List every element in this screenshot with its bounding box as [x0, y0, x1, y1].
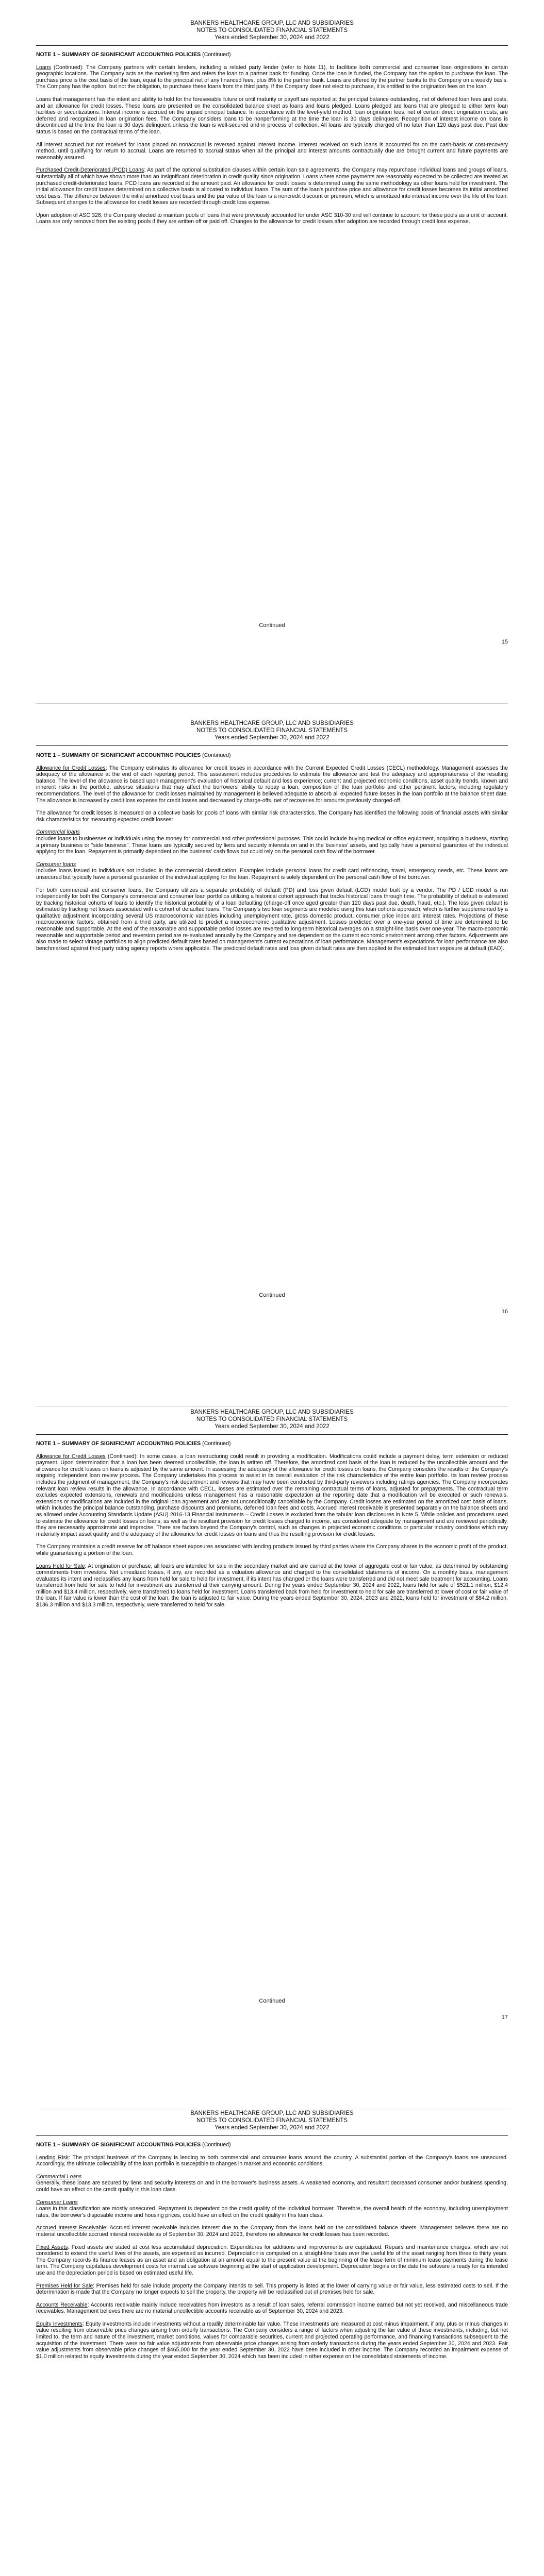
page-number: 16: [501, 1309, 508, 1315]
page-number: 15: [501, 639, 508, 645]
page-16: [0, 703, 544, 1406]
paragraph-fixed-assets: Fixed Assets: Fixed assets are stated at cost less accumulated depreciation. Expenditures for additions and improvements are capitalized. Repairs and maintenance charges, which are not considered to extend the useful lives of the assets, are expensed as incurred. Depreciation is computed on a straight-line basis over the useful life of the asset ranging from three to thirty years. The Company records its finance leases as an asset and an obligation at an amount equal to the present value at the beginning of the lease term of minimum lease payments during the lease term. The Company capitalizes development costs for internal use software beginning at the start of application development. Depreciation begins on the date the software is ready for its intended use and the depreciation period is based on estimated useful life.: [36, 2244, 508, 2276]
paragraph-accrued-interest: Accrued Interest Receivable: Accrued interest receivable includes interest due to the Company from the loans held on the consolidated balance sheets. Management believes there are no material uncollectible accrued interest receivable as of September 30, 2024 and 2023, therefore no allowance for credit losses has been recorded.: [36, 2225, 508, 2238]
header-rule: [36, 745, 508, 746]
page-header: [0, 720, 544, 741]
header-period: Years ended September 30, 2024 and 2022: [215, 2125, 329, 2131]
header-rule: [36, 1434, 508, 1435]
paragraph: The allowance for credit losses is measured on a collective basis for pools of loans with similar risk characteristics. The Company has identified the following pools of financial assets with similar risk characteristics for measuring expected credit losses:: [36, 810, 508, 823]
header-period: Years ended September 30, 2024 and 2022: [215, 35, 329, 41]
page-15: [0, 0, 544, 703]
paragraph-loans-held-for-sale: Loans Held for Sale: At origination or purchase, all loans are intended for sale in the secondary market and are carried at the lower of aggregate cost or fair value, as determined by outstanding commitments from investors. Net unrealized losses, if any, are recorded as a valuation allowance and charged to the consolidated statements of income. On a monthly basis, management evaluates its intent and reclassifies any loans from held for sale to held for investment, if its intent has changed or the loans were transferred and did not meet sale treatment for accounting. Loans transferred from held for sale to held for investment are transferred at their carrying amount. During the years ended September 30, 2024 and 2022, loans held for sale of $521.1 million, $12.4 million and $13.4 million, respectively, were transferred to loans held for investment. Loans transferred back from held for investment to held for sale are transferred at lower of cost or fair value of the loan. If fair value is lower than the cost of the loan, the loan is adjusted to fair value. During the years ended September 30, 2024, 2023 and 2022, loans held for investment of $84.2 million, $136.3 million and $13.3 million, respectively, were transferred to held for sale.: [36, 1563, 508, 1608]
continued-label: Continued: [259, 1292, 285, 1298]
header-period: Years ended September 30, 2024 and 2022: [215, 1423, 329, 1430]
paragraph-loans: Loans (Continued): The Company partners with certain lenders, including a related party lender (refer to Note 11), to facilitate both commercial and consumer loan originations in certain geographic locations. The Company acts as the marketing firm and refers the loan to a partner bank for funding. Once the loan is funded, the Company has the option to purchase the loan. The purchase price is the cost basis of the loan, equal to the principal net of any financed fees, plus 8% to the partner bank. Loans are offered by the partner banks to the Company on a weekly basis. The Company has the option, but not the obligation, to purchase these loans from the third party. If the Company does not elect to purchase, it is entitled to the origination fees on the loan.: [36, 64, 508, 90]
paragraph: Upon adoption of ASC 326, the Company elected to maintain pools of loans that were previously accounted for under ASC 310-30 and will continue to account for these pools as a unit of account. Loans are only removed from the existing pools if they are written off or paid off. Changes to the allowance for credit losses after adoption are recorded through credit loss expense.: [36, 212, 508, 225]
paragraph-commercial-loans: Commercial Loans Generally, these loans are secured by liens and security interests on and in the borrower's business assets. A weakened economy, and resultant decreased consumer and/or business spending, could have an effect on the credit quality in this loan class.: [36, 2173, 508, 2193]
page-body: [36, 1440, 508, 1615]
paragraph-consumer-loans: Consumer Loans Loans in this classification are mostly unsecured. Repayment is dependent on the credit quality of the individual borrower. Therefore, the overall health of the economy, including unemployment rates, the borrower's disposable income and housing prices, could have an effect on the credit quality in this loan class.: [36, 2199, 508, 2218]
header-subtitle: NOTES TO CONSOLIDATED FINANCIAL STATEMENTS: [196, 727, 348, 734]
paragraph: All interest accrued but not received for loans placed on nonaccrual is reversed against interest income. Interest received on such loans is accounted for on the cash-basis or cost-recovery method, until qualifying for return to accrual. Loans are returned to accrual status when all the principal and interest amounts contractually due are brought current and future payments are reasonably assured.: [36, 141, 508, 161]
paragraph-consumer-loans: Consumer loans Includes loans issued to individuals not included in the commercial classification. Examples include personal loans for credit card refinancing, travel, emergency needs, etc. These loans are unsecured but typically have a personal guarantee of the individual applying for the loan. Repayment is solely dependent on the personal cash flow of the borrower.: [36, 861, 508, 880]
paragraph-lending-risk: Lending Risk: The principal business of the Company is lending to both commercial and consumer loans around the country. A substantial portion of the Company's loans are unsecured. Accordingly, the ultimate collectability of the loan portfolio is susceptible to changes in market and economic conditions.: [36, 2154, 508, 2167]
header-period: Years ended September 30, 2024 and 2022: [215, 735, 329, 741]
company-name: BANKERS HEALTHCARE GROUP, LLC AND SUBSIDIARIES: [190, 2110, 354, 2116]
page-18: [0, 2110, 544, 2576]
paragraph-commercial-loans: Commercial loans Includes loans to businesses or individuals using the money for commercial and other professional purposes. This could include buying medical or office equipment, acquiring a business, starting a primary business or "side business". These loans are typically secured by liens and security interests on and in the business' assets, and typically have a personal guarantee of the individual applying for the loan. Repayment is primarily dependent on the business' cash flows but could rely on the personal cash flow of the borrower.: [36, 829, 508, 855]
company-name: BANKERS HEALTHCARE GROUP, LLC AND SUBSIDIARIES: [190, 720, 354, 726]
continued-label: Continued: [259, 1998, 285, 2004]
header-subtitle: NOTES TO CONSOLIDATED FINANCIAL STATEMENTS: [196, 1416, 348, 1422]
note-title: NOTE 1 – SUMMARY OF SIGNIFICANT ACCOUNTING POLICIES (Continued): [36, 752, 231, 758]
page-body: [36, 752, 508, 958]
page-header: [0, 20, 544, 41]
page-17: [0, 1406, 544, 2110]
paragraph-allowance-continued: Allowance for Credit Losses (Continued): In some cases, a loan restructuring could result in providing a modification. Modifications could include a payment delay, term extension or reduced payment. Upon determination that a loan has been deemed uncollectible, the loan is written off. Therefore, the amortized cost basis of the loan is reduced by the uncollectible amount and the allowance for credit losses on loans is adjusted by the same amount. In assessing the adequacy of the allowance for credit losses on loans, the Company considers the results of the Company's ongoing independent loan review process. The Company undertakes this process to assist in its overall evaluation of the risk characteristics of the entire loan portfolio. Its loan review process includes the judgment of management, the Company's risk department and reviews that may have been conducted by third-party reviewers including ratings agencies. The Company incorporates relevant loan review results in the allowance. In accordance with CECL, losses are estimated over the remaining contractual terms of loans, adjusted for prepayments. The contractual term excludes expected extensions, renewals and modifications unless management has a reasonable expectation at the reporting date that a modification will be executed or such renewals, extensions or modifications are included in the original loan agreement and are not unconditionally cancellable by the Company. Credit losses are estimated on the amortized cost basis of loans, which includes the principal balance outstanding, purchase discounts and premiums, deferred loan fees and costs. Accrued interest receivable is presented separately on the balance sheets and as allowed under Accounting Standards Update (ASU) 2016-13 Financial Instruments – Credit Losses is excluded from the tabular loan disclosures in Note 5. While policies and procedures used to estimate the allowance for credit losses on loans, as well as the resultant provision for credit losses charged to income, are considered adequate by management and are reviewed periodically, they are necessarily approximate and imprecise. There are factors beyond the Company's control, such as changes in projected economic conditions or particular industry conditions which may materially impact asset quality and the adequacy of the allowance for credit losses on loans and thus the resulting provision for credit losses.: [36, 1453, 508, 1537]
page-number: 17: [501, 2014, 508, 2021]
header-subtitle: NOTES TO CONSOLIDATED FINANCIAL STATEMENTS: [196, 27, 348, 33]
paragraph: The Company maintains a credit reserve for off balance sheet exposures associated with lending products issued by third parties where the Company shares in the economic profit of the product, while guaranteeing a portion of the loan.: [36, 1544, 508, 1556]
page-body: [36, 2142, 508, 2366]
paragraph: For both commercial and consumer loans, the Company utilizes a separate probability of default (PD) and loss given default (LGD) model built by a vendor. The PD / LGD model is run independently for both the Company's commercial and consumer loan portfolios utilizing a historical cohort approach that tracks historical loans through time. The probability of default is estimated by tracking historical cohorts of loans to identify the historical probability of a loan defaulting (charge-off once aged greater than 120 days past due, death, fraud, etc.). The loss given default is estimated by tracking net losses associated with a cohort of defaulted loans. The Company's two loan segments are modeled using this loan cohorts approach, which is further supplemented by a qualitative adjustment incorporating several US macroeconomic variables including unemployment rate, gross domestic product, consumer price index and interest rates. Projections of these macroeconomic factors, obtained from a third party, are utilized to predict a macroeconomic qualitative adjustment. Losses predicted over a one-year period of time are determined to be reasonable and supportable. At the end of the reasonable and supportable period losses are reverted to long-term historical averages on a straight-line basis over one-year. The macro-economic reasonable and supportable period and reversion period are re-evaluated annually by the Company and are dependent on the current economic environment among other factors. Adjustments are also made to select vintage portfolios to align predicted default rates based on management's current expectations of loan performance. Management's expectations for loan performance are also benchmarked against third party rating agency reports where applicable. The predicted default rates and loss given default rates are then applied to the estimated loan exposure at default (EAD).: [36, 887, 508, 952]
page-header: [0, 2110, 544, 2131]
continued-label: Continued: [259, 622, 285, 629]
header-rule: [36, 45, 508, 46]
paragraph: Loans that management has the intent and ability to hold for the foreseeable future or until maturity or payoff are reported at the principal balance outstanding, net of deferred loan fees and costs, and an allowance for credit losses. These loans are presented on the consolidated balance sheet as loans and loans pledged. Loans pledged are loans that are pledged to either term loan facilities or securitizations. Interest income is accrued on the unpaid principal balance. In accordance with the level-yield method, loan origination fees, net of certain direct origination costs, are deferred and recognized in loan origination fees. The Company considers loans to be nonperforming at the time the loan is 30 days delinquent. Recognition of interest income on loans is discontinued at the time the loan is 30 days delinquent unless the loan is well-secured and in process of collection. All loans are typically charged off no later than 120 days past due. Past due status is based on the contractual terms of the loan.: [36, 96, 508, 135]
paragraph-premises-held-for-sale: Premises Held for Sale: Premises held for sale include property the Company intends to sell. This property is listed at the lower of carrying value or fair value, less estimated costs to sell. If the determination is made that the Company no longer expects to sell the property, the property will be reclassified out of premises held for sale.: [36, 2282, 508, 2296]
paragraph-equity-investments: Equity Investments: Equity investments include investments without a readily determinable fair value. These investments are measured at cost minus impairment, if any, plus or minus changes in value resulting from observable price changes arising from orderly transactions. The Company considers a range of factors when adjusting the fair value of these investments, including, but not limited to, the term and nature of the investment, market conditions, values for comparable securities, current and projected operating performance, and financing transactions subsequent to the acquisition of the investment. There were no fair value adjustments from observable price changes arising from orderly transactions during the years ended September 30, 2024 and 2023. Fair value adjustments from observable price changes of $465,000 for the year ended September 30, 2022 have been included in other income. The Company recorded an impairment expense of $1.0 million related to equity investments during the year ended September 30, 2024 which has been included in other expense on the consolidated statements of income.: [36, 2320, 508, 2360]
company-name: BANKERS HEALTHCARE GROUP, LLC AND SUBSIDIARIES: [190, 20, 354, 26]
paragraph-allowance: Allowance for Credit Losses: The Company estimates its allowance for credit losses in accordance with the Current Expected Credit Losses (CECL) methodology. Management assesses the adequacy of the allowance at the end of each reporting period. This assessment includes procedures to estimate the allowance and test the adequacy and appropriateness of the resulting balance. The level of the allowance is based upon management's evaluation of historical default and loss experience; current and projected economic conditions, asset quality trends, known and inherent risks in the portfolio, adverse situations that may affect the borrowers' ability to repay a loan, composition of the loan portfolio and other pertinent factors, including regulatory recommendations. The level of the allowance for credit losses maintained by management is believed adequate to absorb all expected future losses in the loan portfolio at the balance sheet date. The allowance is increased by credit loss expense for credit losses and decreased by charge-offs, net of recoveries for amounts previously charged-off.: [36, 765, 508, 804]
header-subtitle: NOTES TO CONSOLIDATED FINANCIAL STATEMENTS: [196, 2117, 348, 2124]
note-title: NOTE 1 – SUMMARY OF SIGNIFICANT ACCOUNTING POLICIES (Continued): [36, 2142, 231, 2148]
company-name: BANKERS HEALTHCARE GROUP, LLC AND SUBSIDIARIES: [190, 1409, 354, 1415]
page-body: [36, 52, 508, 231]
paragraph-accounts-receivable: Accounts Receivable: Accounts receivable mainly include receivables from investors as a result of loan sales, referral commission income earned but not yet received, and miscellaneous trade receivables. Management believes there are no material uncollectible accounts receivable as of September 30, 2024 and 2023.: [36, 2301, 508, 2315]
paragraph-pcd-loans: Purchased Credit-Deteriorated (PCD) Loans: As part of the optional substitution clauses within certain loan sale agreements, the Company may repurchase individual loans and groups of loans, substantially all of which have shown more than an insignificant deterioration in credit quality since origination. Loans where some payments are reasonably expected to be collected are treated as purchased credit-deteriorated loans. PCD loans are recorded at the amount paid. An allowance for credit losses is determined using the same methodology as other loans held for investment. The initial allowance for credit losses determined on a collective basis is allocated to individual loans. The sum of the loan's purchase price and allowance for credit losses becomes its initial amortized cost basis. The difference between the initial amortized cost basis and the par value of the loan is a noncredit discount or premium, which is amortized into interest income over the life of the loan. Subsequent changes to the allowance for credit losses are recorded through credit loss expense.: [36, 167, 508, 206]
note-title: NOTE 1 – SUMMARY OF SIGNIFICANT ACCOUNTING POLICIES (Continued): [36, 52, 231, 58]
page-header: [0, 1409, 544, 1430]
note-title: NOTE 1 – SUMMARY OF SIGNIFICANT ACCOUNTING POLICIES (Continued): [36, 1440, 231, 1447]
